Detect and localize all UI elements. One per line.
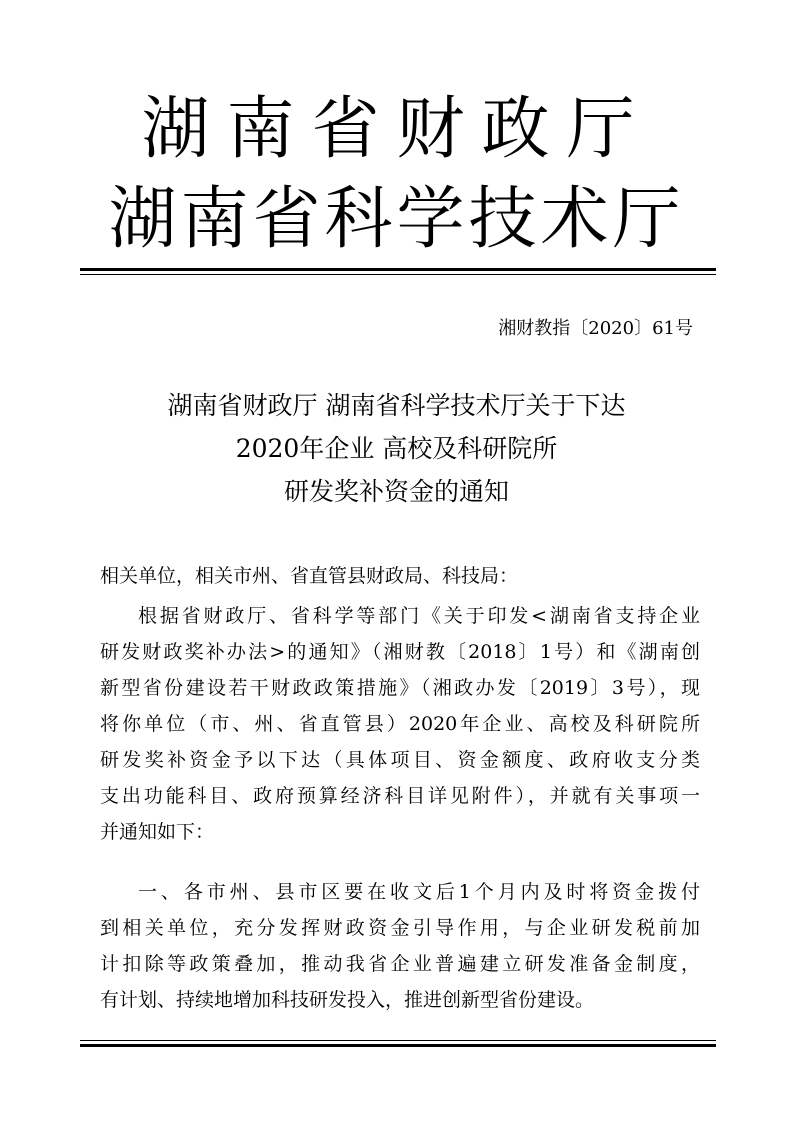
org-name-finance: 湖南省财政厅 — [141, 90, 652, 169]
header-divider-thin — [80, 274, 716, 275]
paragraph-1-line: 将你单位（市、州、省直管县）2020年企业、高校及科研院所 — [100, 713, 700, 735]
document-title-line-3: 研发奖补资金的通知 — [283, 477, 509, 506]
paragraph-1-line: 支出功能科目、政府预算经济科目详见附件），并就有关事项一 — [100, 785, 700, 807]
paragraph-2-line: 计扣除等政策叠加，推动我省企业普遍建立研发准备金制度， — [100, 953, 700, 975]
footer-divider-thin — [80, 1040, 716, 1041]
paragraph-1-line: 研发奖补资金予以下达（具体项目、资金额度、政府收支分类 — [100, 749, 700, 771]
paragraph-1-line: 根据省财政厅、省科学等部门《关于印发<湖南省支持企业 — [138, 605, 700, 627]
paragraph-1-line: 并通知如下： — [100, 821, 215, 843]
salutation: 相关单位，相关市州、省直管县财政局、科技局： — [100, 565, 519, 587]
document-title-line-2: 2020年企业 高校及科研院所 — [235, 434, 558, 463]
paragraph-2-line: 一、各市州、县市区要在收文后1个月内及时将资金拨付 — [138, 881, 700, 903]
header-divider-thick — [80, 268, 716, 271]
document-number: 湘财教指〔2020〕61号 — [498, 318, 693, 339]
paragraph-2-line: 到相关单位，充分发挥财政资金引导作用，与企业研发税前加 — [100, 917, 700, 939]
document-title-line-1: 湖南省财政厅 湖南省科学技术厅关于下达 — [167, 391, 626, 420]
paragraph-2-line: 有计划、持续地增加科技研发投入，推进创新型省份建设。 — [100, 989, 595, 1011]
paragraph-1-line: 研发财政奖补办法>的通知》（湘财教〔2018〕1号）和《湖南创 — [100, 641, 700, 663]
org-name-science: 湖南省科学技术厅 — [108, 180, 685, 259]
footer-divider-thick — [80, 1044, 716, 1047]
paragraph-1-line: 新型省份建设若干财政政策措施》（湘政办发〔2019〕3号），现 — [100, 677, 700, 699]
